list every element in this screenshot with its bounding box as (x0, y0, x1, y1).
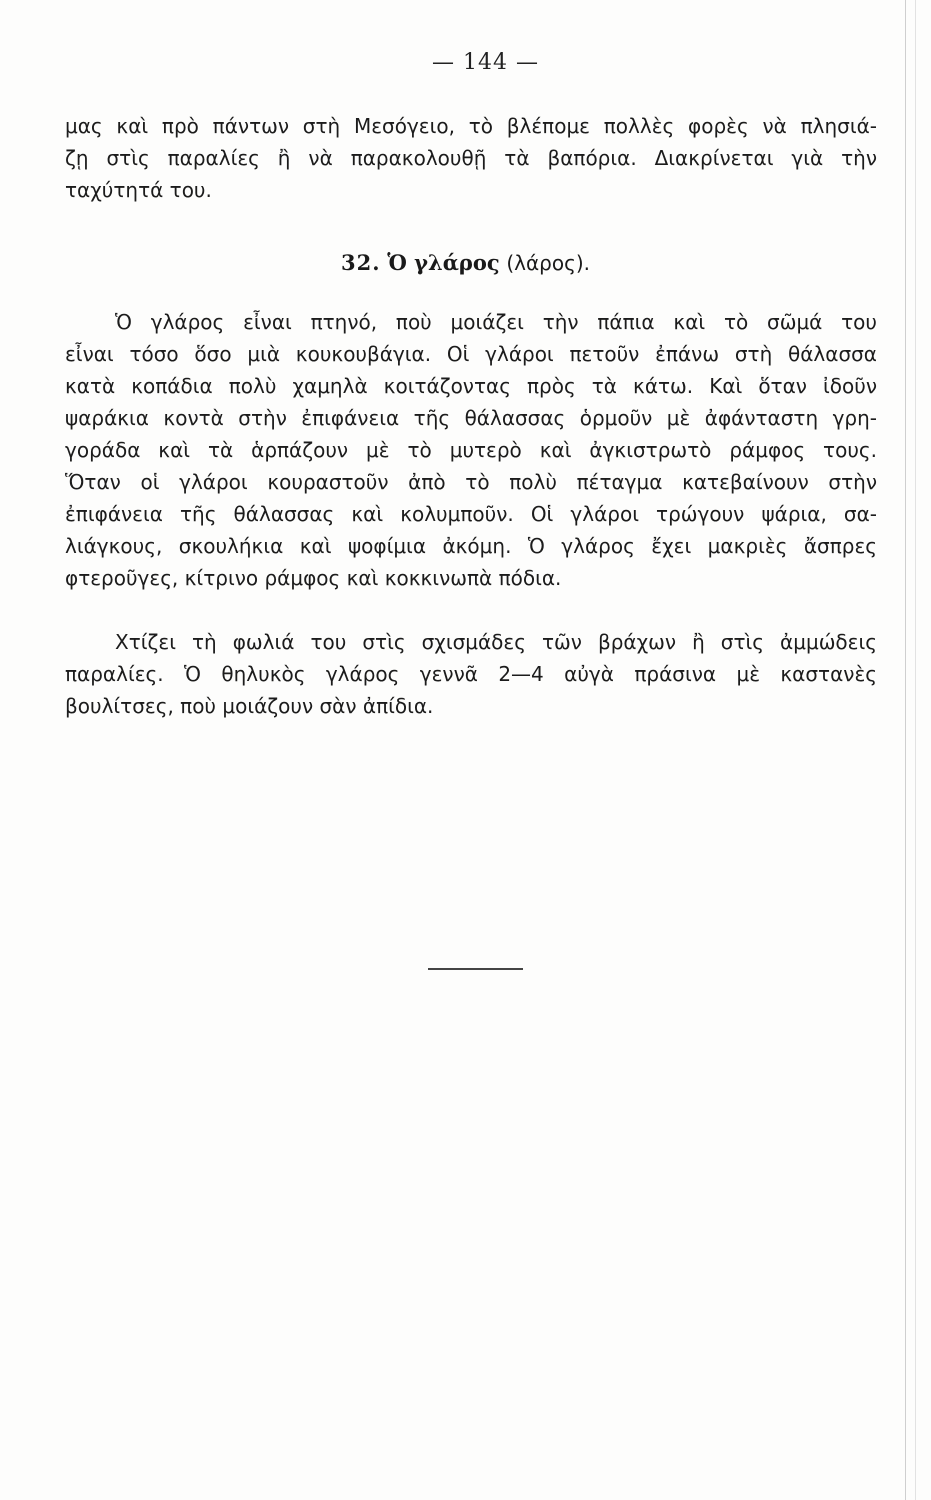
section-heading (0, 250, 931, 275)
paragraph-nesting (65, 626, 877, 722)
text-line: γοράδα καὶ τὰ ἁρπάζουν μὲ τὸ μυτερὸ καὶ ἀγκιστρωτὸ ράμφος τους. (65, 438, 877, 462)
text-line: παραλίες. Ὁ θηλυκὸς γλάρος γεννᾶ 2—4 αὐγὰ πράσινα μὲ καστανὲς (65, 662, 877, 686)
page-edge-line (915, 0, 916, 1500)
text-line: λιάγκους, σκουλήκια καὶ ψοφίμια ἀκόμη. Ὁ γλάρος ἔχει μακριὲς ἄσπρες (65, 534, 877, 558)
page-number: — 144 — (432, 50, 539, 75)
section-divider (428, 968, 523, 970)
paragraph-description (65, 306, 877, 594)
text-line: ζῃ στὶς παραλίες ἢ νὰ παρακολουθῇ τὰ βαπόρια. Διακρίνεται γιὰ τὴν (65, 146, 877, 170)
text-line: μας καὶ πρὸ πάντων στὴ Μεσόγειο, τὸ βλέπομε πολλὲς φορὲς νὰ πλησιά- (65, 114, 877, 138)
section-title: Ὁ γλάρος (387, 250, 500, 275)
text-line: ἐπιφάνεια τῆς θάλασσας καὶ κολυμποῦν. Οἱ γλάροι τρώγουν ψάρια, σα- (65, 502, 877, 526)
text-line: κατὰ κοπάδια πολὺ χαμηλὰ κοιτάζοντας πρὸς τὰ κάτω. Καὶ ὅταν ἰδοῦν (65, 374, 877, 398)
page-edge-line (905, 0, 906, 1500)
text-line: βουλίτσες, ποὺ μοιάζουν σὰν ἀπίδια. (65, 694, 434, 718)
section-latin-name: (λάρος). (506, 251, 591, 275)
intro-paragraph (65, 110, 877, 206)
text-line: ταχύτητά του. (65, 178, 212, 202)
text-line: Ὁ γλάρος εἶναι πτηνό, ποὺ μοιάζει τὴν πάπια καὶ τὸ σῶμά του (115, 310, 877, 334)
text-line: φτεροῦγες, κίτρινο ράμφος καὶ κοκκινωπὰ πόδια. (65, 566, 562, 590)
text-line: Ὅταν οἱ γλάροι κουραστοῦν ἀπὸ τὸ πολὺ πέταγμα κατεβαίνουν στὴν (65, 470, 877, 494)
text-line: Χτίζει τὴ φωλιά του στὶς σχισμάδες τῶν βράχων ἢ στὶς ἀμμώδεις (115, 630, 877, 654)
text-line: εἶναι τόσο ὅσο μιὰ κουκουβάγια. Οἱ γλάροι πετοῦν ἐπάνω στὴ θάλασσα (65, 342, 877, 366)
text-line: ψαράκια κοντὰ στὴν ἐπιφάνεια τῆς θάλασσας ὁρμοῦν μὲ ἀφάνταστη γρη- (65, 406, 877, 430)
section-number: 32. (340, 250, 381, 275)
